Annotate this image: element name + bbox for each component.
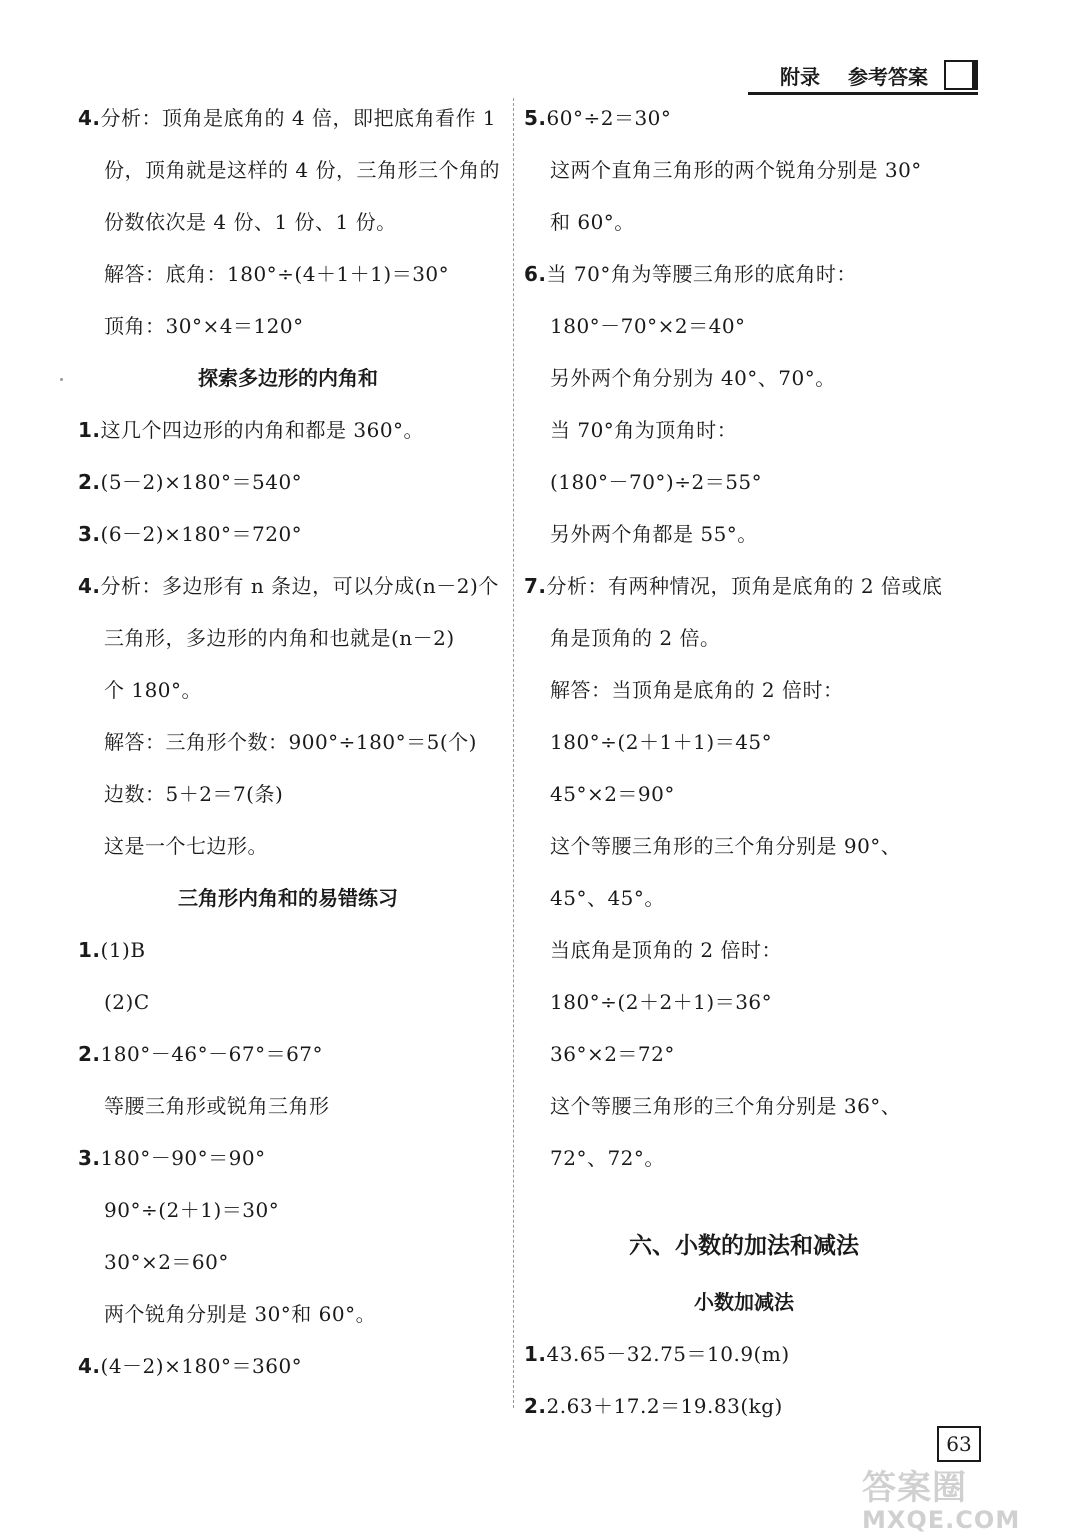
answer-text: 解答：当顶角是底角的 2 倍时： xyxy=(550,678,844,702)
answer-line xyxy=(78,258,498,310)
left-column xyxy=(78,102,498,1402)
answer-line xyxy=(78,1142,498,1194)
item-number: 6. xyxy=(524,262,547,286)
answer-text: 180°－90°＝90° xyxy=(100,1146,266,1170)
header-section: 附录 xyxy=(780,64,820,89)
answer-text: 这两个直角三角形的两个锐角分别是 30° xyxy=(550,158,922,182)
answer-line xyxy=(78,518,498,570)
chapter-title: 六、小数的加法和减法 xyxy=(629,1233,859,1259)
answer-text: 这是一个七边形。 xyxy=(104,834,268,858)
answer-text: 另外两个角都是 55°。 xyxy=(550,522,758,546)
answer-text: 个 180°。 xyxy=(104,678,203,702)
answer-line xyxy=(524,310,964,362)
item-number: 5. xyxy=(524,106,547,130)
answer-line xyxy=(78,206,498,258)
answer-text: 边数：5＋2＝7(条) xyxy=(104,782,284,806)
item-number: 7. xyxy=(524,574,547,598)
section-heading: 小数加减法 xyxy=(694,1290,794,1314)
item-number: 1. xyxy=(78,418,101,442)
answer-line xyxy=(78,830,498,882)
item-number: 4. xyxy=(78,1354,101,1378)
answer-text: 分析：顶角是底角的 4 倍，即把底角看作 1 xyxy=(100,106,497,130)
answer-text: 180°÷(2＋1＋1)＝45° xyxy=(550,730,773,754)
answer-text: 45°×2＝90° xyxy=(550,782,675,806)
answer-line xyxy=(78,986,498,1038)
answer-text: (6－2)×180°＝720° xyxy=(100,522,303,546)
watermark-logo: 答案圈 xyxy=(862,1468,967,1508)
item-number: 3. xyxy=(78,522,101,546)
answer-line xyxy=(78,1298,498,1350)
answer-line xyxy=(524,206,964,258)
answer-line xyxy=(524,518,964,570)
answer-text: 180°－46°－67°＝67° xyxy=(100,1042,324,1066)
answer-line xyxy=(78,934,498,986)
answer-text: 当 70°角为顶角时： xyxy=(550,418,738,442)
answer-line xyxy=(78,622,498,674)
item-number: 1. xyxy=(78,938,101,962)
answer-text: 角是顶角的 2 倍。 xyxy=(550,626,721,650)
answer-text: 180°÷(2＋2＋1)＝36° xyxy=(550,990,773,1014)
answer-line xyxy=(524,934,964,986)
answer-text: 90°÷(2＋1)＝30° xyxy=(104,1198,280,1222)
answer-line xyxy=(524,1090,964,1142)
answer-text: 分析：多边形有 n 条边，可以分成(n－2)个 xyxy=(100,574,499,598)
answer-text: 2.63＋17.2＝19.83(kg) xyxy=(546,1394,783,1418)
answer-line xyxy=(78,154,498,206)
answer-text: 36°×2＝72° xyxy=(550,1042,675,1066)
answer-text: 72°、72°。 xyxy=(550,1146,665,1170)
page-number: 63 xyxy=(937,1426,981,1462)
header-title: 参考答案 xyxy=(848,64,928,89)
answer-line xyxy=(524,362,964,414)
answer-text: (1)B xyxy=(100,938,146,962)
watermark xyxy=(862,1470,1020,1534)
answer-text: 解答：三角形个数：900°÷180°＝5(个) xyxy=(104,730,477,754)
item-number: 4. xyxy=(78,106,101,130)
answer-text: 两个锐角分别是 30°和 60°。 xyxy=(104,1302,377,1326)
answer-text: 60°÷2＝30° xyxy=(546,106,672,130)
header-rule xyxy=(748,92,978,95)
right-column xyxy=(524,102,964,1442)
answer-text: 份，顶角就是这样的 4 份，三角形三个角的 xyxy=(104,158,500,182)
item-number: 2. xyxy=(78,470,101,494)
item-number: 2. xyxy=(524,1394,547,1418)
answer-text: 顶角：30°×4＝120° xyxy=(104,314,304,338)
answer-line xyxy=(524,1038,964,1090)
section-heading: 三角形内角和的易错练习 xyxy=(178,886,398,910)
item-number: 4. xyxy=(78,574,101,598)
answer-line xyxy=(524,830,964,882)
answer-line xyxy=(524,1142,964,1194)
answer-line xyxy=(78,310,498,362)
answer-line xyxy=(524,466,964,518)
answer-line xyxy=(78,1246,498,1298)
answer-text: 另外两个角分别为 40°、70°。 xyxy=(550,366,836,390)
answer-text: (4－2)×180°＝360° xyxy=(100,1354,303,1378)
answer-text: 分析：有两种情况，顶角是底角的 2 倍或底 xyxy=(546,574,943,598)
answer-line xyxy=(78,1038,498,1090)
scan-dot xyxy=(60,378,63,381)
answer-text: 等腰三角形或锐角三角形 xyxy=(104,1094,330,1118)
answer-line xyxy=(78,570,498,622)
answer-line xyxy=(524,1390,964,1442)
item-number: 1. xyxy=(524,1342,547,1366)
answer-text: 45°、45°。 xyxy=(550,886,665,910)
answer-text: 30°×2＝60° xyxy=(104,1250,229,1274)
answer-line xyxy=(524,778,964,830)
answer-text: 这几个四边形的内角和都是 360°。 xyxy=(100,418,425,442)
answer-line xyxy=(78,466,498,518)
section-heading: 探索多边形的内角和 xyxy=(198,366,378,390)
answer-line xyxy=(524,674,964,726)
answer-text: 这个等腰三角形的三个角分别是 90°、 xyxy=(550,834,902,858)
answer-line xyxy=(78,1350,498,1402)
column-divider xyxy=(513,98,514,1408)
answer-text: (180°－70°)÷2＝55° xyxy=(550,470,763,494)
answer-line xyxy=(524,258,964,310)
answer-line xyxy=(524,622,964,674)
answer-line xyxy=(524,102,964,154)
answer-text: 180°－70°×2＝40° xyxy=(550,314,746,338)
answer-text: 三角形，多边形的内角和也就是(n－2) xyxy=(104,626,455,650)
answer-line xyxy=(78,1090,498,1142)
answer-line xyxy=(524,882,964,934)
answer-text: 和 60°。 xyxy=(550,210,635,234)
answer-line xyxy=(78,414,498,466)
header-box-icon xyxy=(944,60,978,90)
answer-text: 解答：底角：180°÷(4＋1＋1)＝30° xyxy=(104,262,450,286)
answer-line xyxy=(78,1194,498,1246)
answer-line xyxy=(524,154,964,206)
answer-text: 43.65－32.75＝10.9(m) xyxy=(546,1342,790,1366)
answer-line xyxy=(78,102,498,154)
answer-text: (5－2)×180°＝540° xyxy=(100,470,303,494)
answer-text: 这个等腰三角形的三个角分别是 36°、 xyxy=(550,1094,902,1118)
answer-text: 当 70°角为等腰三角形的底角时： xyxy=(546,262,857,286)
item-number: 2. xyxy=(78,1042,101,1066)
answer-text: (2)C xyxy=(104,990,150,1014)
answer-line xyxy=(524,986,964,1038)
answer-line xyxy=(524,414,964,466)
answer-line xyxy=(78,674,498,726)
answer-line xyxy=(78,778,498,830)
watermark-url: MXQE.COM xyxy=(862,1506,1021,1534)
answer-line xyxy=(78,726,498,778)
answer-text: 份数依次是 4 份、1 份、1 份。 xyxy=(104,210,397,234)
page-header xyxy=(780,60,978,90)
answer-line xyxy=(524,726,964,778)
answer-line xyxy=(524,1338,964,1390)
item-number: 3. xyxy=(78,1146,101,1170)
answer-line xyxy=(524,570,964,622)
answer-text: 当底角是顶角的 2 倍时： xyxy=(550,938,782,962)
